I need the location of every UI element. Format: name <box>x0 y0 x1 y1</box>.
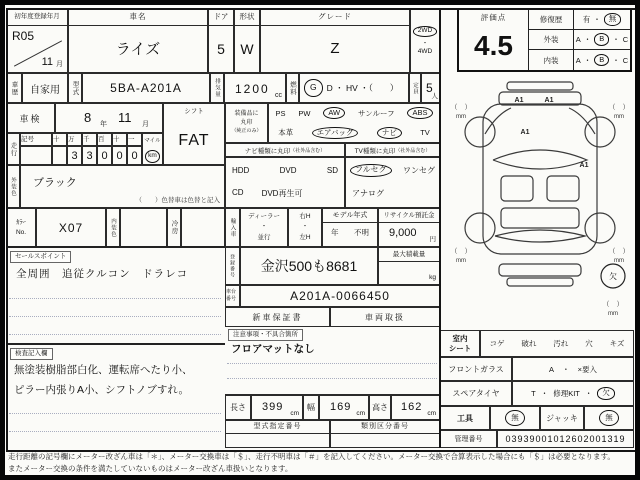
mileage-header-man: 万 <box>67 133 82 146</box>
seat-tear: 破れ <box>521 339 537 348</box>
length-unit: cm <box>290 410 299 417</box>
capacity-label: 定員 <box>412 81 418 95</box>
int-color-value <box>120 208 167 247</box>
model-code-value: 5BA-A201A <box>82 73 210 103</box>
handle-right: 右H <box>299 212 311 220</box>
rear-bumper <box>499 264 581 276</box>
width-unit: cm <box>356 410 365 417</box>
missing-mark: 欠 <box>609 272 617 281</box>
dotted-line <box>227 378 437 379</box>
exterior-b-circled: B <box>594 33 609 45</box>
displacement-unit: cc <box>275 92 282 99</box>
car-name-cell <box>68 8 208 73</box>
inspector-notes-section <box>6 345 225 448</box>
fuel-label: 燃料 <box>289 80 296 96</box>
shape-cell <box>234 8 260 73</box>
fuel-gasoline-circled: G <box>304 79 323 96</box>
import-dot: ・ <box>260 223 268 231</box>
fuel-cell <box>299 73 409 103</box>
doors-label: ドア <box>209 9 233 26</box>
tv-type-sub: （社外品含む） <box>395 147 431 154</box>
import-handle-cell <box>288 208 322 247</box>
tread-bracket: （ ） <box>608 104 630 111</box>
shaken-value-cell <box>55 103 163 133</box>
grade-a: A <box>575 55 581 65</box>
spare-missing-circled: 欠 <box>597 387 615 399</box>
shape-label: 形状 <box>235 9 259 26</box>
seat-label-cell <box>440 330 480 357</box>
car-diagram <box>447 78 633 328</box>
repair-yes: 有 <box>582 15 591 24</box>
nav-cd: CD <box>232 188 244 197</box>
equipment-items-cell <box>268 103 440 143</box>
tools-label: 工具 <box>440 406 490 430</box>
tv-analog: アナログ <box>352 189 384 198</box>
tread-bracket: （ ） <box>608 248 630 255</box>
grade-label: グレード <box>261 9 409 26</box>
evaluation-box <box>457 8 632 72</box>
footer-fine-print <box>8 451 636 474</box>
max-load-unit: kg <box>429 274 436 281</box>
grade-c: C <box>622 35 629 44</box>
nav-type-sub: （社外品含む） <box>290 147 326 154</box>
ext-color-label: 外装色 <box>10 176 16 197</box>
dotted-line <box>227 363 437 364</box>
equipment-label-cell <box>225 103 268 143</box>
car-name-value: ライズ <box>115 41 161 58</box>
dotted-line <box>9 316 221 317</box>
rear-seat <box>501 208 579 228</box>
score-label: 評価点 <box>480 13 507 22</box>
shift-value: FAT <box>178 132 210 149</box>
capacity-value: 5 <box>426 81 433 95</box>
capacity-label-cell <box>409 73 421 103</box>
damage-mark-a1: A1 <box>544 97 554 104</box>
mileage-unit-cell <box>142 133 163 165</box>
interior-b-circled: B <box>594 54 609 66</box>
equip-sunroof: サンルーフ <box>358 108 395 118</box>
tread-bracket: （ ） <box>602 301 624 308</box>
wheel-rear-left <box>465 213 495 243</box>
equip-aw-circled: AW <box>323 107 345 119</box>
control-number-label: 管理番号 <box>440 430 497 448</box>
footer-line2: またメーター交換の条件を満たしていないものはメーター改ざん車扱いとなります。 <box>8 463 293 473</box>
dotted-line <box>9 413 221 414</box>
max-load-label: 最大積載量 <box>379 248 439 262</box>
car-body-outline <box>483 104 597 254</box>
equip-tv: TV <box>420 128 430 138</box>
rear-window <box>495 230 585 242</box>
seat-burn: コゲ <box>489 339 505 348</box>
equip-abs-circled: ABS <box>407 107 432 119</box>
color-no-value: X07 <box>36 208 106 247</box>
shaken-year-unit: 年 <box>100 121 107 128</box>
mileage-header-sen: 千 <box>82 133 97 146</box>
spare-kit: 修理KIT <box>553 389 580 398</box>
damage-mark-a1: A1 <box>520 129 530 136</box>
windshield-label: フロントガラス <box>440 357 512 381</box>
grade-cell <box>260 8 410 73</box>
mileage-digit-1 <box>52 146 67 165</box>
chassis-label-cell <box>225 285 240 307</box>
dot: ・ <box>583 55 592 65</box>
wheel-front-left <box>465 117 495 147</box>
notes-text: フロアマットなし <box>231 343 315 355</box>
windshield <box>493 150 587 169</box>
mileage-unit-mile: マイル <box>144 138 161 144</box>
length-cell <box>251 395 303 420</box>
score-cell <box>459 10 529 70</box>
mileage-digit-5: 0 <box>112 146 127 165</box>
handle-dot: ・ <box>301 223 309 231</box>
recycle-value: 9,000 <box>389 227 417 239</box>
first-registration-label: 初年度登録年月 <box>7 9 67 26</box>
grade-value: Z <box>330 40 340 57</box>
control-number-value: 03939001012602001319 <box>497 430 634 448</box>
equipment-label2: 丸印 <box>240 120 253 127</box>
fuel-label-cell <box>286 73 299 103</box>
import-dealer: ディーラー <box>248 212 280 220</box>
mileage-header-10man: 十 <box>52 133 67 146</box>
dot: ・ <box>612 35 620 44</box>
shaken-month: 11 <box>118 110 132 125</box>
ext-color-note: （ ）色替車は色替と記入 <box>135 197 220 204</box>
sales-point-tag: セールスポイント <box>10 251 71 263</box>
hood-line-right <box>569 108 595 134</box>
width-label: 幅 <box>303 395 319 420</box>
equip-leather: 本革 <box>278 128 294 138</box>
repair-history-value <box>574 10 630 30</box>
seat-label1: 室内 <box>452 333 468 343</box>
nav-hdd: HDD <box>232 166 250 175</box>
nav-type-header-cell <box>225 143 345 157</box>
hood-line-left <box>485 108 511 134</box>
model-year-unit: 年 <box>331 228 339 237</box>
tv-oneseg: ワンセグ <box>403 165 435 175</box>
type-designation-cell <box>225 420 330 448</box>
displacement-label: 排気量 <box>214 78 220 98</box>
type-designation-label: 型式指定番号 <box>226 421 329 434</box>
use-label: 車歴 <box>10 80 18 96</box>
reg-no-label: 登録番号 <box>229 254 235 278</box>
mm-label: mm <box>456 258 466 264</box>
width-cell <box>319 395 369 420</box>
month-unit: 月 <box>56 61 63 68</box>
mileage-label: 走行 <box>9 141 17 157</box>
seat-label2: シート <box>448 343 472 353</box>
first-registration-cell <box>6 8 68 73</box>
dot: ・ <box>562 364 570 374</box>
jack-value-cell <box>584 406 634 430</box>
import-label-cell <box>225 208 240 247</box>
use-value: 自家用 <box>22 73 68 103</box>
tv-type-items-cell <box>345 157 440 208</box>
dot: ・ <box>593 15 601 24</box>
tread-bracket: （ ） <box>450 104 472 111</box>
front-top-bar <box>507 82 573 90</box>
nav-type-items-cell <box>225 157 345 208</box>
jack-label: ジャッキ <box>540 406 584 430</box>
width-value: 169 <box>330 401 352 413</box>
int-color-label: 内装色 <box>110 217 116 238</box>
recycle-label: リサイクル預託金 <box>379 209 439 223</box>
nav-type-header: ナビ種類に丸印 <box>244 147 291 155</box>
nav-dvd-play: DVD再生可 <box>261 189 303 198</box>
score-value: 4.5 <box>474 30 513 61</box>
repair-history-label: 修復歴 <box>529 10 574 30</box>
wheel-rear-right <box>585 213 615 243</box>
inspector-notes-tag: 検査記入欄 <box>10 348 53 360</box>
spare-t: T <box>531 389 536 398</box>
color-no-label1: ｶﾗｰ <box>16 219 26 226</box>
shaken-month-unit: 月 <box>142 121 149 128</box>
chassis-label: 車台番号 <box>226 289 237 302</box>
windshield-a: A <box>549 364 555 374</box>
reg-no-value: 金沢500も8681 <box>240 247 378 285</box>
doors-cell <box>208 8 234 73</box>
recycle-unit: 円 <box>429 236 436 243</box>
height-value: 162 <box>401 401 423 413</box>
repair-no-circled: 無 <box>604 13 622 25</box>
height-unit: cm <box>427 410 436 417</box>
max-load-cell <box>378 247 440 285</box>
seat-stain: 汚れ <box>553 339 569 348</box>
notes-tag: 注意事項・不具合箇所 <box>228 329 303 341</box>
interior-grade-value <box>574 50 630 70</box>
doors-value: 5 <box>217 40 225 57</box>
handle-left: 左H <box>299 233 311 241</box>
tools-value-cell <box>490 406 540 430</box>
displacement-value: 1200 <box>235 82 270 96</box>
drive-cell <box>410 8 440 73</box>
tv-fullseg-circled: フルセグ <box>350 164 392 177</box>
tv-type-header: TV種類に丸印 <box>354 147 396 155</box>
aircon-label-cell <box>167 208 181 247</box>
model-code-label-cell <box>68 73 82 103</box>
inspector-notes-line1: 無塗装樹脂部白化、運転席へたり小、 <box>14 364 193 376</box>
seat-options-cell <box>480 330 634 357</box>
rear-bottom-bar <box>507 278 573 286</box>
mileage-header-ichi: 一 <box>127 133 142 146</box>
aircon-label: 冷房 <box>170 220 178 235</box>
import-parallel: 並行 <box>257 233 271 241</box>
length-value: 399 <box>262 401 284 413</box>
shape-value: W <box>240 40 254 57</box>
mm-label: mm <box>614 258 624 264</box>
ext-color-label-cell <box>6 165 20 208</box>
int-color-label-cell <box>106 208 120 247</box>
mm-label: mm <box>608 311 618 317</box>
mm-label: mm <box>614 114 624 120</box>
classification-label: 類別区分番号 <box>331 421 439 434</box>
capacity-cell <box>421 73 440 103</box>
dotted-line <box>9 298 221 299</box>
first-registration-year: R05 <box>12 29 35 43</box>
slash-line <box>14 40 62 66</box>
import-label: 輸入車 <box>229 217 236 238</box>
grade-a: A <box>575 35 581 44</box>
reg-no-label-cell <box>225 247 240 285</box>
panel-divider <box>439 8 441 448</box>
model-code-label: 型式 <box>71 80 79 96</box>
recycle-cell <box>378 208 440 247</box>
car-name-label: 車名 <box>69 9 207 26</box>
footer-line1: 走行距離の記号欄にメーター改ざん車は「＊」、メーター交換車は「＄」、走行不明車は「＃」を記入してください。メーター交換で合算表示した場合にも「＄」は必要となります。 <box>8 452 615 461</box>
new-car-warranty: 新車保証書 <box>225 307 330 327</box>
dot: ・ <box>612 55 620 65</box>
exterior-grade-value <box>574 30 630 50</box>
mileage-digit-kigo <box>20 146 52 165</box>
model-year-value: 不明 <box>354 228 369 237</box>
seat-hole: 穴 <box>585 339 593 348</box>
classification-cell <box>330 420 440 448</box>
mileage-header-kigo: 記号 <box>20 133 52 146</box>
dotted-line <box>9 334 221 335</box>
windshield-value-cell <box>512 357 634 381</box>
jack-none-circled: 無 <box>599 410 619 426</box>
sales-point-text: 全周囲 追従クルコン ドラレコ <box>16 268 189 280</box>
dot: ・ <box>583 35 592 44</box>
drive-4wd: 4WD <box>417 47 433 55</box>
mm-label: mm <box>456 114 466 120</box>
aircon-value <box>181 208 225 247</box>
displacement-cell <box>224 73 286 103</box>
equip-navi-circled: ナビ <box>377 127 402 139</box>
mileage-digit-6: 0 <box>127 146 142 165</box>
tread-bracket: （ ） <box>450 248 472 255</box>
notes-section <box>225 327 440 395</box>
equip-pw: PW <box>298 108 311 118</box>
damage-mark-a1: A1 <box>579 162 589 169</box>
mileage-label-cell <box>6 133 20 165</box>
vehicle-handling: 車両取扱 <box>330 307 440 327</box>
height-label: 高さ <box>369 395 391 420</box>
front-seat-right <box>547 176 579 201</box>
dotted-line <box>9 431 221 432</box>
displacement-label-cell <box>210 73 224 103</box>
equip-airbag-circled: エアバッグ <box>312 127 359 139</box>
nav-sd: SD <box>326 166 338 175</box>
mileage-header-hyaku: 百 <box>97 133 112 146</box>
mileage-digit-3: 3 <box>82 146 97 165</box>
model-year-cell <box>322 208 378 247</box>
first-registration-month: 11 <box>41 56 53 68</box>
height-cell <box>391 395 440 420</box>
fuel-options: D ・ HV ・（ ） <box>326 83 399 93</box>
length-label: 長さ <box>225 395 251 420</box>
mileage-digit-2: 3 <box>67 146 82 165</box>
front-seat-left <box>501 176 533 201</box>
shift-cell <box>163 103 225 165</box>
seat-scratch: キズ <box>609 339 625 348</box>
equipment-label3: （純正のみ） <box>231 128 262 135</box>
drive-2wd-circled: 2WD <box>413 26 437 37</box>
capacity-unit: 人 <box>431 93 438 100</box>
interior-grade-label: 内装 <box>529 50 574 70</box>
shaken-label: 車検 <box>6 103 55 133</box>
use-label-cell <box>6 73 22 103</box>
chassis-value: A201A-0066450 <box>240 285 440 307</box>
import-dealer-cell <box>240 208 288 247</box>
inspector-notes-line2: ピラー内張りA小、シフトノブすれ。 <box>14 384 190 396</box>
equip-ps: PS <box>275 108 286 118</box>
exterior-grade-label: 外装 <box>529 30 574 50</box>
tools-none-circled: 無 <box>505 410 525 426</box>
color-no-label-cell <box>6 208 36 247</box>
model-year-label: モデル年式 <box>323 209 377 223</box>
tv-type-header-cell <box>345 143 440 157</box>
mileage-unit-km-circled: km <box>145 150 160 163</box>
spare-tire-label: スペアタイヤ <box>440 381 512 406</box>
damage-mark-a1: A1 <box>514 97 524 104</box>
windshield-x: ×要入 <box>577 364 597 374</box>
front-bumper <box>499 92 581 105</box>
ext-color-value: ブラック <box>33 177 77 189</box>
grade-c: C <box>622 55 629 65</box>
wheel-front-right <box>585 117 615 147</box>
dot: ・ <box>540 389 549 398</box>
ext-color-cell <box>20 165 225 208</box>
dot: ・ <box>584 389 593 398</box>
shift-label: シフト <box>184 108 204 115</box>
drive-dot: ・ <box>421 39 429 47</box>
mileage-header-ju: 十 <box>112 133 127 146</box>
nav-dvd: DVD <box>279 166 297 175</box>
spare-tire-value-cell <box>512 381 634 406</box>
mileage-digit-4: 0 <box>97 146 112 165</box>
equipment-label1: 装備品に <box>234 111 259 118</box>
sales-point-section <box>6 246 225 345</box>
shaken-year: 8 <box>84 110 92 125</box>
color-no-label2: No. <box>15 229 27 236</box>
